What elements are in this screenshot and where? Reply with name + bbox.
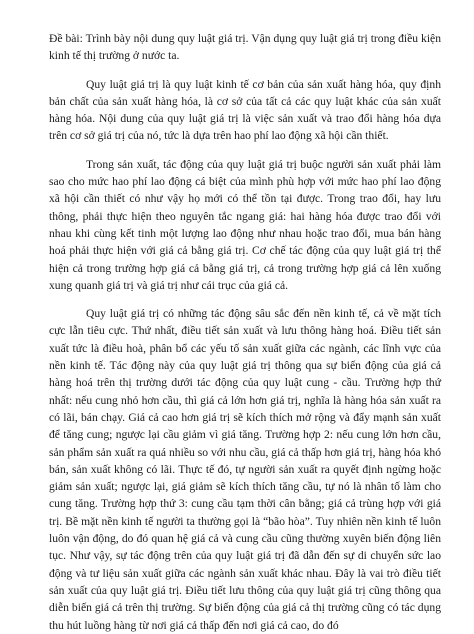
- paragraph-law-of-value-definition: Quy luật giá trị là quy luật kinh tế cơ bản của sản xuất hàng hóa, quy định bản chất của sản xuất hàng hóa, là cơ sở của tất cả các quy luật khác của sản xuất hàng hóa. Nội dung của quy luật giá trị là việc sản xuất và trao đổi hàng hóa dựa trên cơ sở giá trị của nó, tức là dựa trên hao phí lao động xã hội cần thiết.: [49, 77, 441, 143]
- paragraph-regulation-effects: Quy luật giá trị có những tác động sâu sắc đến nền kinh tế, cả về mặt tích cực lẫn tiêu cực. Thứ nhất, điều tiết sản xuất và lưu thông hàng hoá. Điều tiết sản xuất tức là điều hoà, phân bổ các yếu tố sản xuất giữa các ngành, các lĩnh vực của nền kinh tế. Tác động này của quy luật giá trị thông qua sự biến động của giá cả hàng hoá trên thị trường dưới tác động của quy luật cung - cầu. Trường hợp thứ nhất: nếu cung nhỏ hơn cầu, thì giá cả lớn hơn giá trị, nghĩa là hàng hóa sản xuất ra có lãi, bán chạy. Giá cả cao hơn giá trị sẽ kích thích mở rộng và đẩy mạnh sản xuất để tăng cung; ngược lại cầu giảm vì giá tăng. Trường hợp 2: nếu cung lớn hơn cầu, sản phẩm sản xuất ra quá nhiều so với nhu cầu, giá cả thấp hơn giá trị, hàng hóa khó bán, sản xuất không có lãi. Thực tế đó, tự người sản xuất ra quyết định ngừng hoặc giảm sản xuất; ngược lại, giá giảm sẽ kích thích tăng cầu, tự nó là nhân tố làm cho cung tăng. Trường hợp thứ 3: cung cầu tạm thời cân bằng; giá cả trùng hợp với giá trị. Bề mặt nền kinh tế người ta thường gọi là “bão hòa”. Tuy nhiên nền kinh tế luôn luôn vận động, do đó quan hệ giá cả và cung cầu cũng thường xuyên biến động liên tục. Như vậy, sự tác động trên của quy luật giá trị đã dẫn đến sự di chuyển sức lao động và tư liệu sản xuất giữa các ngành sản xuất khác nhau. Đây là vai trò điều tiết sản xuất của quy luật giá trị. Điều tiết lưu thông của quy luật giá trị cũng thông qua diễn biến giá cả trên thị trường. Sự biến động của giá cả thị trường cũng có tác dụng thu hút luồng hàng từ nơi giá cả thấp đến nơi giá cả cao, do đó: [49, 307, 441, 632]
- assignment-prompt: Đề bài: Trình bày nội dung quy luật giá trị. Vận dụng quy luật giá trị trong điều kiện kinh tế thị trường ở nước ta.: [49, 32, 441, 63]
- paragraph-production-and-exchange: Trong sản xuất, tác động của quy luật giá trị buộc người sản xuất phải làm sao cho mức hao phí lao động cá biệt của mình phù hợp với mức hao phí lao động xã hội cần thiết có như vậy họ mới có thể tồn tại được. Trong trao đổi, hay lưu thông, phải thực hiện theo nguyên tắc ngang giá: hai hàng hóa được trao đổi với nhau khi cùng kết tinh một lượng lao động như nhau hoặc trao đổi, mua bán hàng hoá phải thực hiện với giá cả bằng giá trị. Cơ chế tác động của quy luật giá trị thể hiện cả trong trường hợp giá cả bằng giá trị, cả trong trường hợp giá cả lên xuống xung quanh giá trị và giá trị như cái trục của giá cả.: [49, 157, 441, 292]
